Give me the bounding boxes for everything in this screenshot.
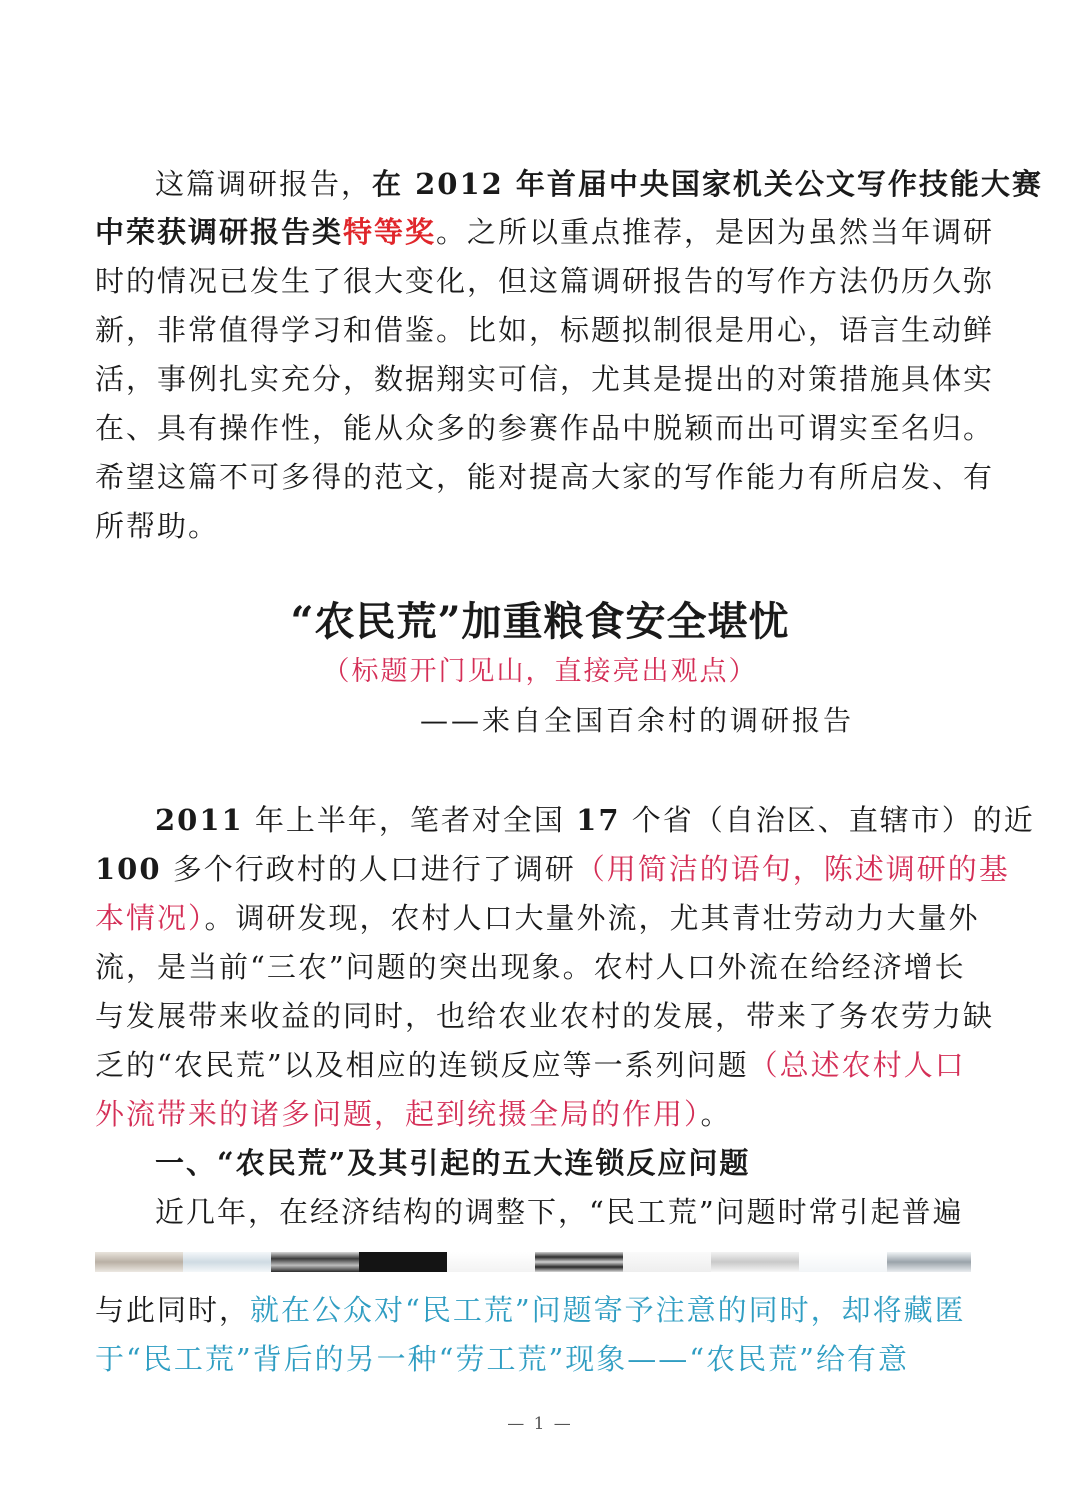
annotation-text: （用简洁的语句，陈述调研的基	[575, 852, 1010, 886]
body-line-10: 于“民工荒”背后的另一种“劳工荒”现象——“农民荒”给有意	[95, 1342, 909, 1376]
intro-text: 。之所以重点推荐，是因为虽然当年调研	[436, 215, 995, 249]
body-line-1	[155, 796, 1035, 845]
body-line-2	[95, 845, 1010, 894]
number-text: 17	[576, 803, 621, 837]
body-line-6	[95, 1041, 985, 1090]
intro-line-5: 活，事例扎实充分，数据翔实可信，尤其是提出的对策措施具体实	[95, 362, 995, 396]
body-text: 。调研发现，农村人口大量外流，尤其青壮劳动力大量外	[204, 901, 980, 935]
body-text: 年上半年，笔者对全国	[243, 803, 577, 837]
body-text: 个省（自治区、直辖市）的近	[620, 803, 1035, 837]
intro-text: 这篇调研报告，	[155, 167, 373, 201]
annotation-text: 外流带来的诸多问题，起到统摄全局的作用）	[95, 1097, 701, 1131]
section-heading-1: 一、“农民荒”及其引起的五大连锁反应问题	[155, 1146, 751, 1180]
intro-bold-text: 在 2012 年首届中央国家机关公文写作技能大赛	[372, 167, 1043, 201]
intro-line-7: 希望这篇不可多得的范文，能对提高大家的写作能力有所启发、有	[95, 460, 995, 494]
body-line-8: 近几年，在经济结构的调整下，“民工荒”问题时常引起普遍	[155, 1195, 964, 1229]
report-subtitle: ——来自全国百余村的调研报告	[420, 704, 855, 737]
body-line-3	[95, 894, 985, 943]
body-text: 与此同时，	[95, 1293, 251, 1327]
title-annotation: （标题开门见山，直接亮出观点）	[322, 656, 758, 687]
intro-line-1	[155, 160, 1043, 209]
number-text: 100	[95, 852, 162, 886]
body-line-9	[95, 1286, 985, 1335]
intro-line-3: 时的情况已发生了很大变化，但这篇调研报告的写作方法仍历久弥	[95, 264, 995, 298]
annotation-text: （总述农村人口	[748, 1048, 966, 1082]
annotation-text: 本情况）	[95, 901, 205, 935]
intro-line-8: 所帮助。	[95, 509, 220, 543]
report-title: “农民荒”加重粮食安全堪忧	[290, 598, 790, 645]
intro-line-6: 在、具有操作性，能从众多的参赛作品中脱颖而出可谓实至名归。	[95, 411, 995, 445]
body-text: 。	[700, 1097, 732, 1131]
body-text: 乏的“农民荒”以及相应的连锁反应等一系列问题	[95, 1048, 749, 1082]
intro-line-4: 新，非常值得学习和借鉴。比如，标题拟制很是用心，语言生动鲜	[95, 313, 995, 347]
highlighted-text: 就在公众对“民工荒”问题寄予注意的同时，却将藏匿	[250, 1293, 966, 1327]
page-number: — 1 —	[507, 1414, 573, 1434]
body-line-5: 与发展带来收益的同时，也给农业农村的发展，带来了务农劳力缺	[95, 999, 995, 1033]
intro-bold-text: 中荣获调研报告类	[95, 215, 344, 249]
award-highlight: 特等奖	[343, 215, 437, 249]
body-line-4: 流，是当前“三农”问题的突出现象。农村人口外流在给经济增长	[95, 950, 966, 984]
body-text: 多个行政村的人口进行了调研	[161, 852, 576, 886]
intro-line-2	[95, 208, 995, 257]
body-line-7	[95, 1090, 985, 1139]
number-text: 2011	[155, 803, 244, 837]
redacted-blur-band	[95, 1248, 975, 1278]
